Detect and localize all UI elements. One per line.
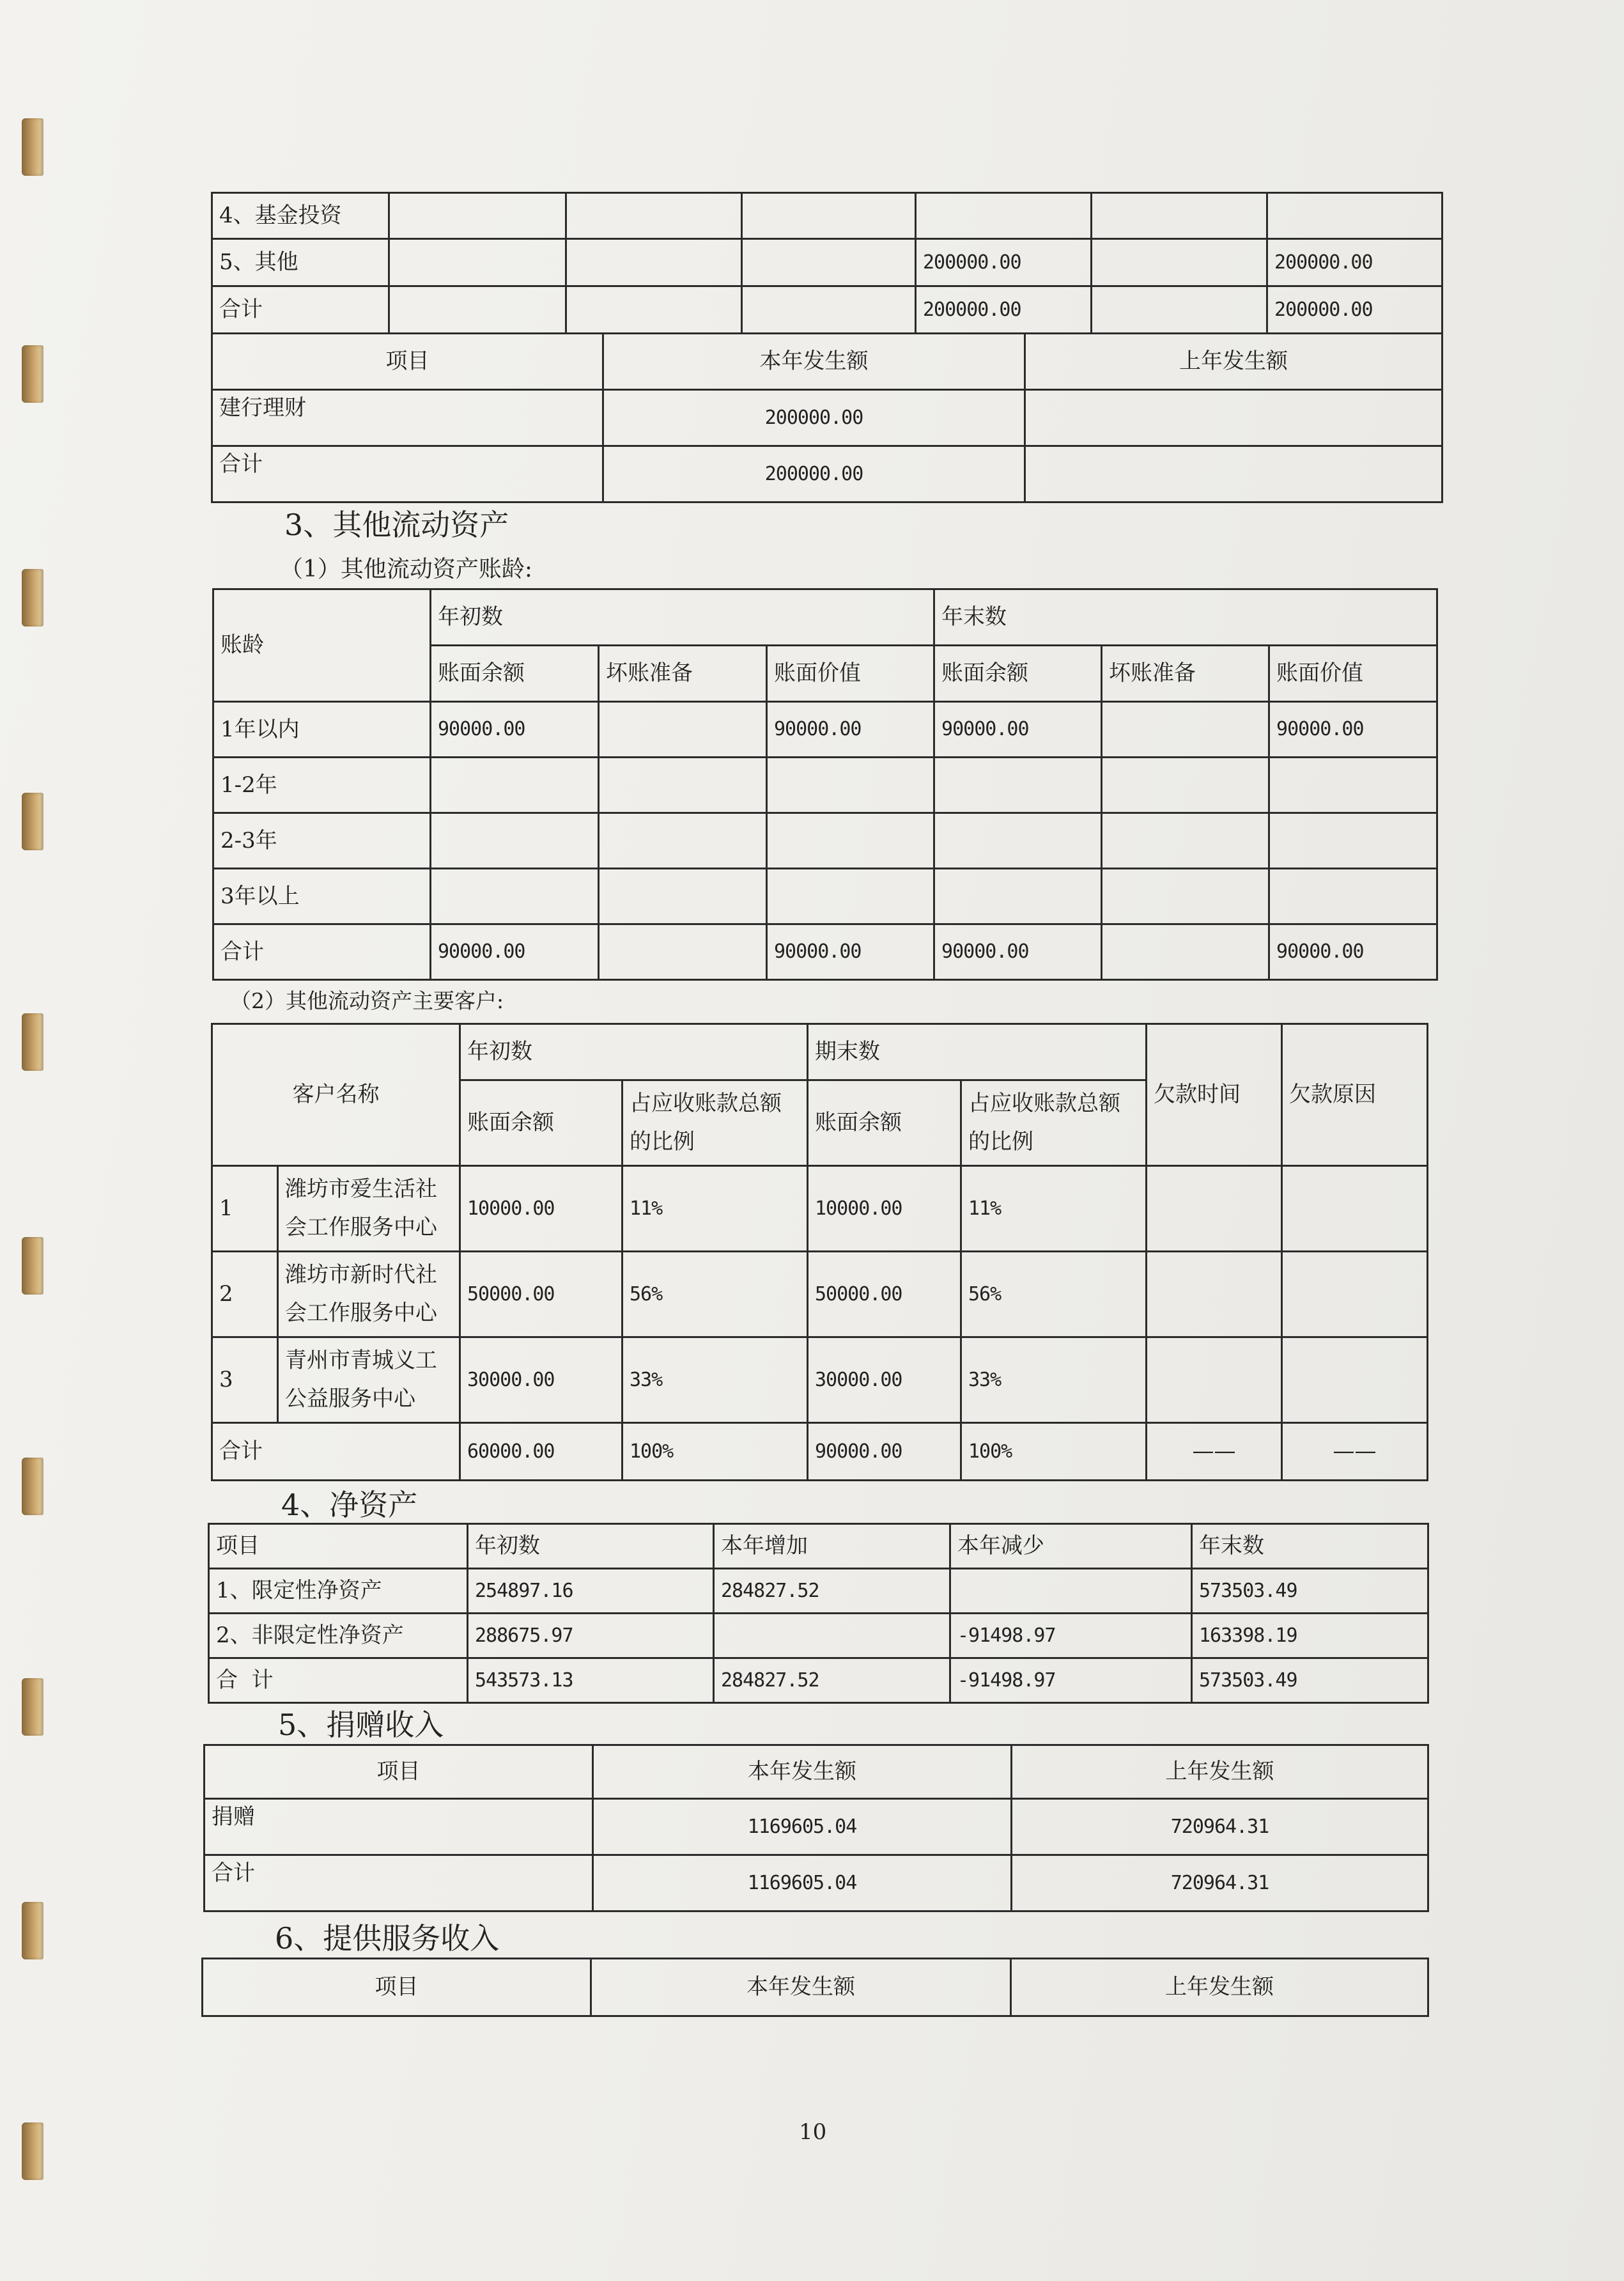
cell-value: 30000.00 [460, 1337, 623, 1423]
cell-value: 56% [961, 1252, 1147, 1337]
cell-value: 90000.00 [767, 924, 934, 980]
service-income-table [201, 1958, 1429, 2017]
cell-value: —— [1282, 1423, 1428, 1481]
cell-value [1102, 702, 1269, 758]
column-header: 本年发生额 [593, 1745, 1012, 1799]
column-header: 坏账准备 [599, 646, 767, 702]
row-label: 5、其他 [212, 239, 389, 286]
cell-value: 100% [623, 1423, 808, 1481]
cell-value: 200000.00 [603, 446, 1025, 502]
column-header: 年初数 [468, 1524, 714, 1569]
cell-value [599, 924, 767, 980]
column-header: 账面余额 [431, 646, 599, 702]
column-header: 项目 [205, 1745, 593, 1799]
page-number: 10 [799, 2119, 827, 2145]
column-header: 项目 [212, 334, 603, 390]
cell-value: 56% [623, 1252, 808, 1337]
table-row [212, 390, 1442, 446]
cell-value: 100% [961, 1423, 1147, 1481]
table-row [212, 193, 1442, 239]
section-heading: 5、捐赠收入 [278, 1708, 444, 1742]
column-header: 账面余额 [808, 1080, 961, 1166]
cell-value [950, 1569, 1192, 1614]
cell-value: 50000.00 [460, 1252, 623, 1337]
table-row [212, 239, 1442, 286]
cell-value: 90000.00 [1269, 702, 1437, 758]
cell-value: 200000.00 [916, 239, 1092, 286]
section-heading: 3、其他流动资产 [284, 508, 509, 542]
column-header: 上年发生额 [1012, 1745, 1428, 1799]
cell-value: 254897.16 [468, 1569, 714, 1614]
cell-value: 284827.52 [714, 1658, 950, 1703]
net-assets-table [208, 1523, 1429, 1704]
cell-value [1282, 1166, 1428, 1252]
cell-value [599, 702, 767, 758]
table-header-row [213, 589, 1437, 646]
column-header: 占应收账款总额的比例 [961, 1080, 1147, 1166]
column-header: 本年减少 [950, 1524, 1192, 1569]
cell-value: 288675.97 [468, 1614, 714, 1658]
cell-value: 11% [623, 1166, 808, 1252]
column-header: 账面余额 [460, 1080, 623, 1166]
cell-value: 284827.52 [714, 1569, 950, 1614]
table-header-row [203, 1959, 1428, 2016]
binding-hole [22, 1013, 43, 1071]
cell-value [1025, 390, 1442, 446]
cell-value: 720964.31 [1012, 1855, 1428, 1911]
row-label: 1-2年 [213, 758, 431, 813]
section-heading: 6、提供服务收入 [275, 1921, 500, 1956]
table-row [212, 446, 1442, 502]
column-header: 年初数 [431, 589, 934, 646]
table-total-row [205, 1855, 1428, 1911]
cell-value: 10000.00 [460, 1166, 623, 1252]
table-row [212, 1166, 1428, 1252]
column-header: 项目 [209, 1524, 468, 1569]
cell-value: -91498.97 [950, 1614, 1192, 1658]
cell-value: 573503.49 [1192, 1569, 1428, 1614]
cell-value: 200000.00 [1267, 286, 1442, 334]
row-label: 2-3年 [213, 813, 431, 869]
cell-value [1102, 924, 1269, 980]
table-row [205, 1799, 1428, 1855]
investment-table [211, 192, 1443, 334]
cell-value [1025, 446, 1442, 502]
cell-value: 11% [961, 1166, 1147, 1252]
cell-value [1282, 1252, 1428, 1337]
table-row [209, 1614, 1428, 1658]
row-label: 合计 [212, 1423, 460, 1481]
cell-value [714, 1614, 950, 1658]
table-row [213, 869, 1437, 924]
table-row [213, 924, 1437, 980]
binding-hole [22, 345, 43, 403]
column-header: 项目 [203, 1959, 591, 2016]
binding-hole [22, 2122, 43, 2180]
row-number: 1 [212, 1166, 278, 1252]
binding-hole [22, 1902, 43, 1959]
table-row [212, 286, 1442, 334]
cell-value: 90000.00 [1269, 924, 1437, 980]
row-label: 1、限定性净资产 [209, 1569, 468, 1614]
column-header: 账面余额 [934, 646, 1102, 702]
cell-value: 543573.13 [468, 1658, 714, 1703]
table-row [209, 1569, 1428, 1614]
cell-value: 33% [961, 1337, 1147, 1423]
column-header: 坏账准备 [1102, 646, 1269, 702]
cell-value: 90000.00 [934, 702, 1102, 758]
row-label: 1年以内 [213, 702, 431, 758]
cell-value: 200000.00 [916, 286, 1092, 334]
binding-hole [22, 1678, 43, 1736]
cell-value: 1169605.04 [593, 1799, 1012, 1855]
cell-value: 90000.00 [767, 702, 934, 758]
customer-name: 青州市青城义工公益服务中心 [278, 1337, 460, 1423]
subsection-heading: （2）其他流动资产主要客户: [230, 988, 504, 1013]
table-row [212, 1252, 1428, 1337]
table-header-row [205, 1745, 1428, 1799]
customer-name: 潍坊市新时代社会工作服务中心 [278, 1252, 460, 1337]
cell-value: 33% [623, 1337, 808, 1423]
binding-hole [22, 1237, 43, 1295]
cell-value: —— [1147, 1423, 1282, 1481]
finance-product-table [211, 332, 1443, 503]
row-label: 合计 [205, 1855, 593, 1911]
cell-value: 200000.00 [1267, 239, 1442, 286]
cell-value: -91498.97 [950, 1658, 1192, 1703]
row-label: 合计 [213, 924, 431, 980]
table-total-row [212, 1423, 1428, 1481]
donation-income-table [203, 1744, 1429, 1912]
binding-hole [22, 793, 43, 850]
column-header: 客户名称 [212, 1024, 460, 1166]
aging-table [212, 588, 1438, 981]
cell-value: 10000.00 [808, 1166, 961, 1252]
customer-name: 潍坊市爱生活社会工作服务中心 [278, 1166, 460, 1252]
table-header-row [212, 334, 1442, 390]
column-header: 年末数 [1192, 1524, 1428, 1569]
column-header: 账面价值 [1269, 646, 1437, 702]
binding-hole [22, 1458, 43, 1515]
cell-value: 50000.00 [808, 1252, 961, 1337]
cell-value: 1169605.04 [593, 1855, 1012, 1911]
column-header: 年初数 [460, 1024, 808, 1080]
cell-value [1282, 1337, 1428, 1423]
cell-value: 90000.00 [934, 924, 1102, 980]
cell-value: 90000.00 [431, 702, 599, 758]
column-header: 占应收账款总额的比例 [623, 1080, 808, 1166]
cell-value [1147, 1166, 1282, 1252]
subsection-heading: （1）其他流动资产账龄: [280, 556, 533, 582]
column-header: 年末数 [934, 589, 1437, 646]
table-header-row [212, 1024, 1428, 1080]
column-header: 账面价值 [767, 646, 934, 702]
row-label: 合计 [212, 446, 603, 502]
column-header: 上年发生额 [1025, 334, 1442, 390]
table-row [213, 813, 1437, 869]
row-label: 3年以上 [213, 869, 431, 924]
column-header: 本年增加 [714, 1524, 950, 1569]
table-total-row [209, 1658, 1428, 1703]
column-header: 欠款时间 [1147, 1024, 1282, 1166]
cell-value: 163398.19 [1192, 1614, 1428, 1658]
table-row [213, 758, 1437, 813]
cell-value: 30000.00 [808, 1337, 961, 1423]
column-header: 本年发生额 [603, 334, 1025, 390]
column-header: 欠款原因 [1282, 1024, 1428, 1166]
binding-hole [22, 569, 43, 627]
column-header: 本年发生额 [591, 1959, 1011, 2016]
cell-value: 720964.31 [1012, 1799, 1428, 1855]
row-label: 合 计 [209, 1658, 468, 1703]
row-label: 2、非限定性净资产 [209, 1614, 468, 1658]
cell-value: 200000.00 [603, 390, 1025, 446]
table-row [213, 702, 1437, 758]
section-heading: 4、净资产 [281, 1488, 418, 1522]
table-row [212, 1337, 1428, 1423]
cell-value: 90000.00 [431, 924, 599, 980]
table-header-row [209, 1524, 1428, 1569]
cell-value: 60000.00 [460, 1423, 623, 1481]
cell-value [1147, 1252, 1282, 1337]
cell-value: 573503.49 [1192, 1658, 1428, 1703]
column-header: 上年发生额 [1011, 1959, 1428, 2016]
column-header: 期末数 [808, 1024, 1147, 1080]
cell-value: 90000.00 [808, 1423, 961, 1481]
row-number: 3 [212, 1337, 278, 1423]
binding-hole [22, 118, 43, 176]
cell-value [1147, 1337, 1282, 1423]
column-header: 账龄 [213, 589, 431, 702]
row-label: 合计 [212, 286, 389, 334]
row-label: 建行理财 [212, 390, 603, 446]
row-label: 捐赠 [205, 1799, 593, 1855]
row-label: 4、基金投资 [212, 193, 389, 239]
customer-table [211, 1023, 1428, 1481]
row-number: 2 [212, 1252, 278, 1337]
